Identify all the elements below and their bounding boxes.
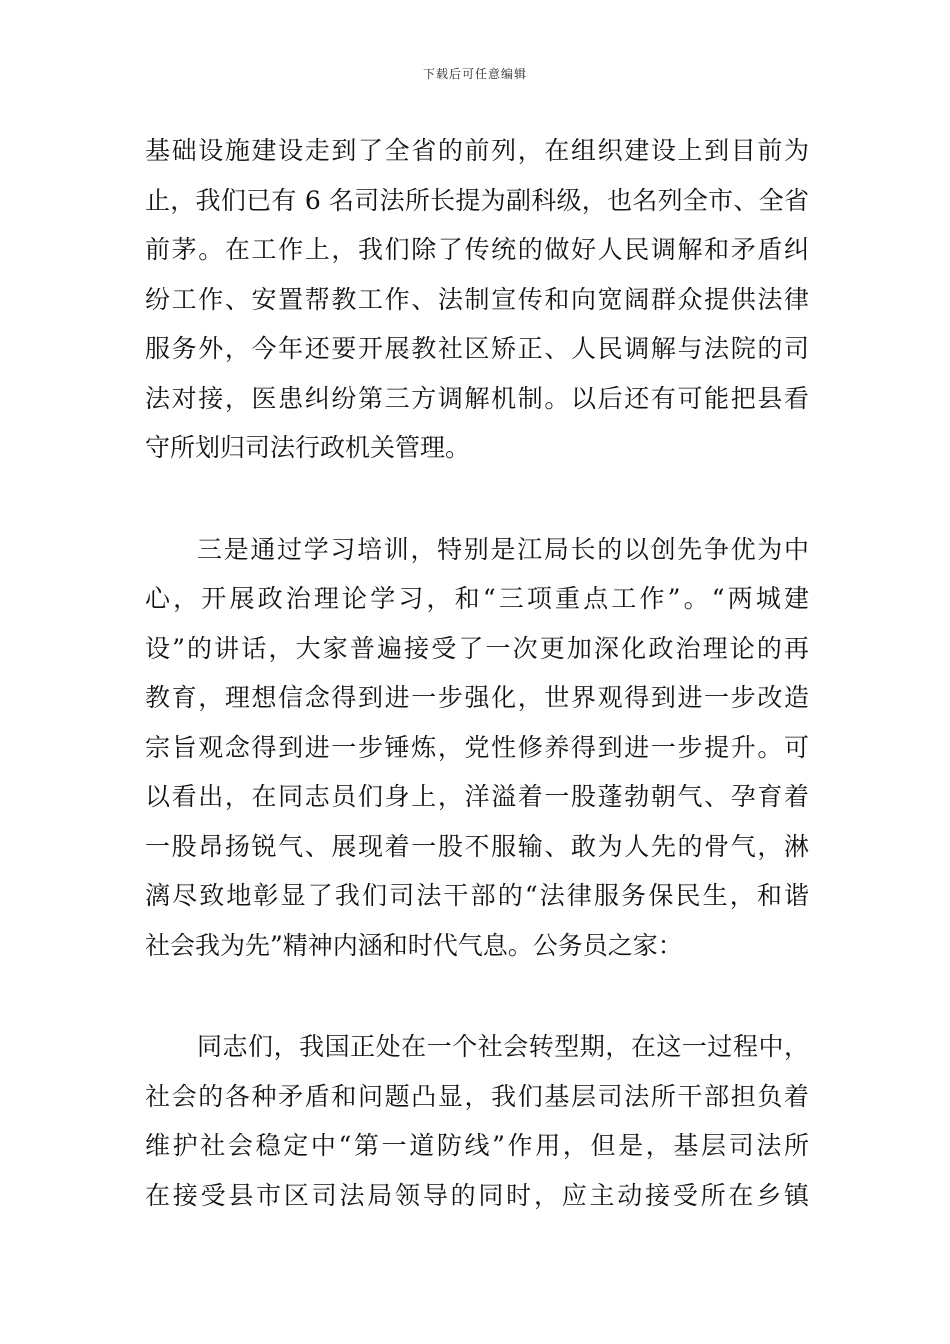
paragraph-infrastructure <box>145 126 809 473</box>
text-line: 社会的各种矛盾和问题凸显，我们基层司法所干部担负着 <box>145 1081 809 1111</box>
text-line: 三是通过学习培训，特别是江局长的以创先争优为中 <box>197 534 809 564</box>
text-line: 社会我为先”精神内涵和时代气息。公务员之家： <box>145 930 683 960</box>
text-line: 纷工作、安置帮教工作、法制宣传和向宽阔群众提供法律 <box>145 284 809 314</box>
text-line: 漓尽致地彰显了我们司法干部的“法律服务保民生，和谐 <box>145 881 809 910</box>
text-line: 基础设施建设走到了全省的前列，在组织建设上到目前为 <box>145 136 809 165</box>
text-line: 以看出，在同志员们身上，洋溢着一股蓬勃朝气、孕育着 <box>145 782 809 811</box>
paragraph-comrades <box>145 1022 809 1220</box>
text-line: 服务外，今年还要开展教社区矫正、人民调解与法院的司 <box>145 334 809 363</box>
text-line: 维护社会稳定中“第一道防线”作用，但是，基层司法所 <box>145 1131 809 1160</box>
paragraph-training <box>145 525 809 971</box>
paragraph-spacer <box>145 970 809 1022</box>
text-line: 同志们，我国正处在一个社会转型期，在这一过程中， <box>197 1032 809 1061</box>
paragraph-spacer <box>145 473 809 525</box>
text-line: 教育，理想信念得到进一步强化，世界观得到进一步改造 <box>145 683 809 712</box>
text-line: 在接受县市区司法局领导的同时，应主动接受所在乡镇 <box>145 1180 809 1210</box>
text-line: 设”的讲话，大家普遍接受了一次更加深化政治理论的再 <box>145 633 809 663</box>
text-line: 心，开展政治理论学习，和“三项重点工作”。“两城建 <box>145 584 809 613</box>
text-line: 一股昂扬锐气、展现着一股不服输、敢为人先的骨气，淋 <box>145 831 809 861</box>
page-header: 下载后可任意编辑 <box>422 67 527 81</box>
text-line: 前茅。在工作上，我们除了传统的做好人民调解和矛盾纠 <box>145 235 809 264</box>
text-line: 守所划归司法行政机关管理。 <box>145 433 471 462</box>
text-line: 止，我们已有 6 名司法所长提为副科级，也名列全市、全省 <box>145 185 809 215</box>
text-line: 宗旨观念得到进一步锤炼，党性修养得到进一步提升。可 <box>145 732 809 762</box>
document-body <box>145 126 809 1220</box>
text-line: 法对接，医患纠纷第三方调解机制。以后还有可能把县看 <box>145 383 809 413</box>
